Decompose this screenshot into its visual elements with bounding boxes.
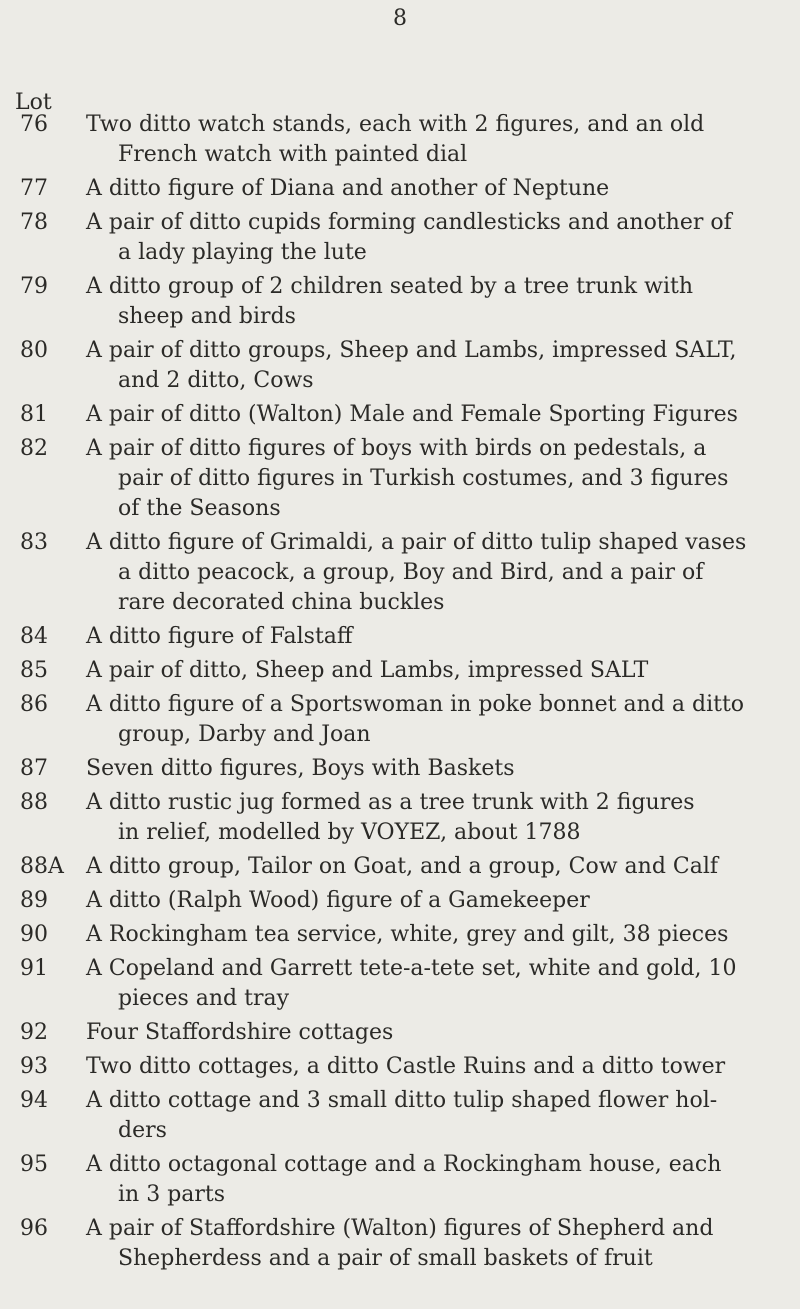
lot-description [86, 754, 786, 784]
lot-description-line: and 2 ditto, Cows [118, 368, 314, 393]
lot-entry [0, 920, 800, 950]
lot-number: 82 [20, 436, 48, 461]
lot-entry [0, 1052, 800, 1082]
page-number: 8 [393, 6, 407, 31]
lot-entry [0, 336, 800, 396]
lot-description [86, 1052, 786, 1082]
lot-description-line: A ditto cottage and 3 small ditto tulip shaped flower hol- [86, 1088, 718, 1113]
lot-description [86, 528, 786, 618]
lot-description-line: A pair of ditto cupids forming candlesticks and another of [86, 210, 732, 235]
lot-number: 84 [20, 624, 48, 649]
lot-description [86, 1018, 786, 1048]
lot-entry [0, 528, 800, 618]
lot-description [86, 1086, 786, 1146]
lot-description [86, 622, 786, 652]
lot-description [86, 1150, 786, 1210]
lot-number: 86 [20, 692, 48, 717]
lot-number: 77 [20, 176, 48, 201]
lot-entry [0, 400, 800, 430]
lot-description-line: Seven ditto figures, Boys with Baskets [86, 756, 515, 781]
lot-description [86, 174, 786, 204]
lot-number: 92 [20, 1020, 48, 1045]
lot-description-line: ders [118, 1118, 167, 1143]
lot-entry [0, 788, 800, 848]
lot-description-line: in 3 parts [118, 1182, 226, 1207]
lot-description-line: A ditto figure of Grimaldi, a pair of ditto tulip shaped vases [86, 530, 747, 555]
lot-number: 88A [20, 854, 64, 879]
lot-entry [0, 272, 800, 332]
lot-entry [0, 690, 800, 750]
lot-number: 96 [20, 1216, 48, 1241]
lot-description-line: a lady playing the lute [118, 240, 367, 265]
lot-list [0, 110, 800, 1278]
lot-description-line: Four Staffordshire cottages [86, 1020, 394, 1045]
lot-description-line: A Rockingham tea service, white, grey and gilt, 38 pieces [86, 922, 729, 947]
lot-description-line: A Copeland and Garrett tete-a-tete set, white and gold, 10 [86, 956, 737, 981]
lot-number: 89 [20, 888, 48, 913]
lot-description [86, 336, 786, 396]
lot-entry [0, 1086, 800, 1146]
lot-number: 83 [20, 530, 48, 555]
lot-description [86, 656, 786, 686]
lot-description-line: A pair of Staffordshire (Walton) figures of Shepherd and [86, 1216, 714, 1241]
lot-description-line: A ditto group, Tailor on Goat, and a group, Cow and Calf [86, 854, 719, 879]
lot-number: 91 [20, 956, 48, 981]
lot-description [86, 954, 786, 1014]
lot-description-line: group, Darby and Joan [118, 722, 371, 747]
lot-entry [0, 886, 800, 916]
lot-number: 94 [20, 1088, 48, 1113]
lot-number: 93 [20, 1054, 48, 1079]
lot-number: 79 [20, 274, 48, 299]
lot-entry [0, 1018, 800, 1048]
lot-description-line: Two ditto cottages, a ditto Castle Ruins and a ditto tower [86, 1054, 726, 1079]
lot-description-line: A ditto (Ralph Wood) figure of a Gamekeeper [86, 888, 590, 913]
lot-description-line: in relief, modelled by VOYEZ, about 1788 [118, 820, 581, 845]
lot-description-line: A pair of ditto, Sheep and Lambs, impressed SALT [86, 658, 649, 683]
lot-description-line: A ditto group of 2 children seated by a tree trunk with [86, 274, 693, 299]
lot-entry [0, 656, 800, 686]
lot-description-line: A ditto figure of a Sportswoman in poke bonnet and a ditto [86, 692, 745, 717]
lot-description [86, 110, 786, 170]
lot-description [86, 1214, 786, 1274]
lot-description-line: Two ditto watch stands, each with 2 figures, and an old [86, 112, 705, 137]
lot-description-line: A ditto figure of Falstaff [86, 624, 353, 649]
lot-entry [0, 622, 800, 652]
lot-description-line: sheep and birds [118, 304, 296, 329]
lot-description-line: rare decorated china buckles [118, 590, 445, 615]
lot-number: 95 [20, 1152, 48, 1177]
lot-entry [0, 174, 800, 204]
lot-number: 78 [20, 210, 48, 235]
lot-number: 90 [20, 922, 48, 947]
lot-entry [0, 852, 800, 882]
lot-entry [0, 1150, 800, 1210]
lot-column-heading: Lot [15, 90, 52, 115]
lot-entry [0, 434, 800, 524]
lot-description-line: A pair of ditto groups, Sheep and Lambs, impressed SALT, [86, 338, 737, 363]
lot-description [86, 208, 786, 268]
lot-number: 76 [20, 112, 48, 137]
lot-entry [0, 954, 800, 1014]
lot-description-line: French watch with painted dial [118, 142, 468, 167]
lot-entry [0, 110, 800, 170]
lot-number: 85 [20, 658, 48, 683]
lot-description [86, 886, 786, 916]
lot-number: 87 [20, 756, 48, 781]
lot-description-line: pair of ditto figures in Turkish costumes, and 3 figures [118, 466, 729, 491]
lot-number: 80 [20, 338, 48, 363]
lot-description-line: a ditto peacock, a group, Boy and Bird, and a pair of [118, 560, 704, 585]
lot-number: 81 [20, 402, 48, 427]
lot-description-line: of the Seasons [118, 496, 281, 521]
lot-description-line: A pair of ditto figures of boys with birds on pedestals, a [86, 436, 707, 461]
lot-description-line: Shepherdess and a pair of small baskets of fruit [118, 1246, 653, 1271]
lot-entry [0, 754, 800, 784]
lot-description-line: A ditto octagonal cottage and a Rockingham house, each [86, 1152, 722, 1177]
lot-description [86, 434, 786, 524]
lot-number: 88 [20, 790, 48, 815]
lot-description [86, 690, 786, 750]
lot-description [86, 400, 786, 430]
lot-description-line: pieces and tray [118, 986, 290, 1011]
lot-description-line: A pair of ditto (Walton) Male and Female Sporting Figures [86, 402, 738, 427]
lot-description [86, 788, 786, 848]
lot-description [86, 920, 786, 950]
lot-description [86, 852, 786, 882]
lot-entry [0, 208, 800, 268]
lot-description-line: A ditto rustic jug formed as a tree trunk with 2 figures [86, 790, 695, 815]
lot-entry [0, 1214, 800, 1274]
lot-description [86, 272, 786, 332]
lot-description-line: A ditto figure of Diana and another of Neptune [86, 176, 610, 201]
